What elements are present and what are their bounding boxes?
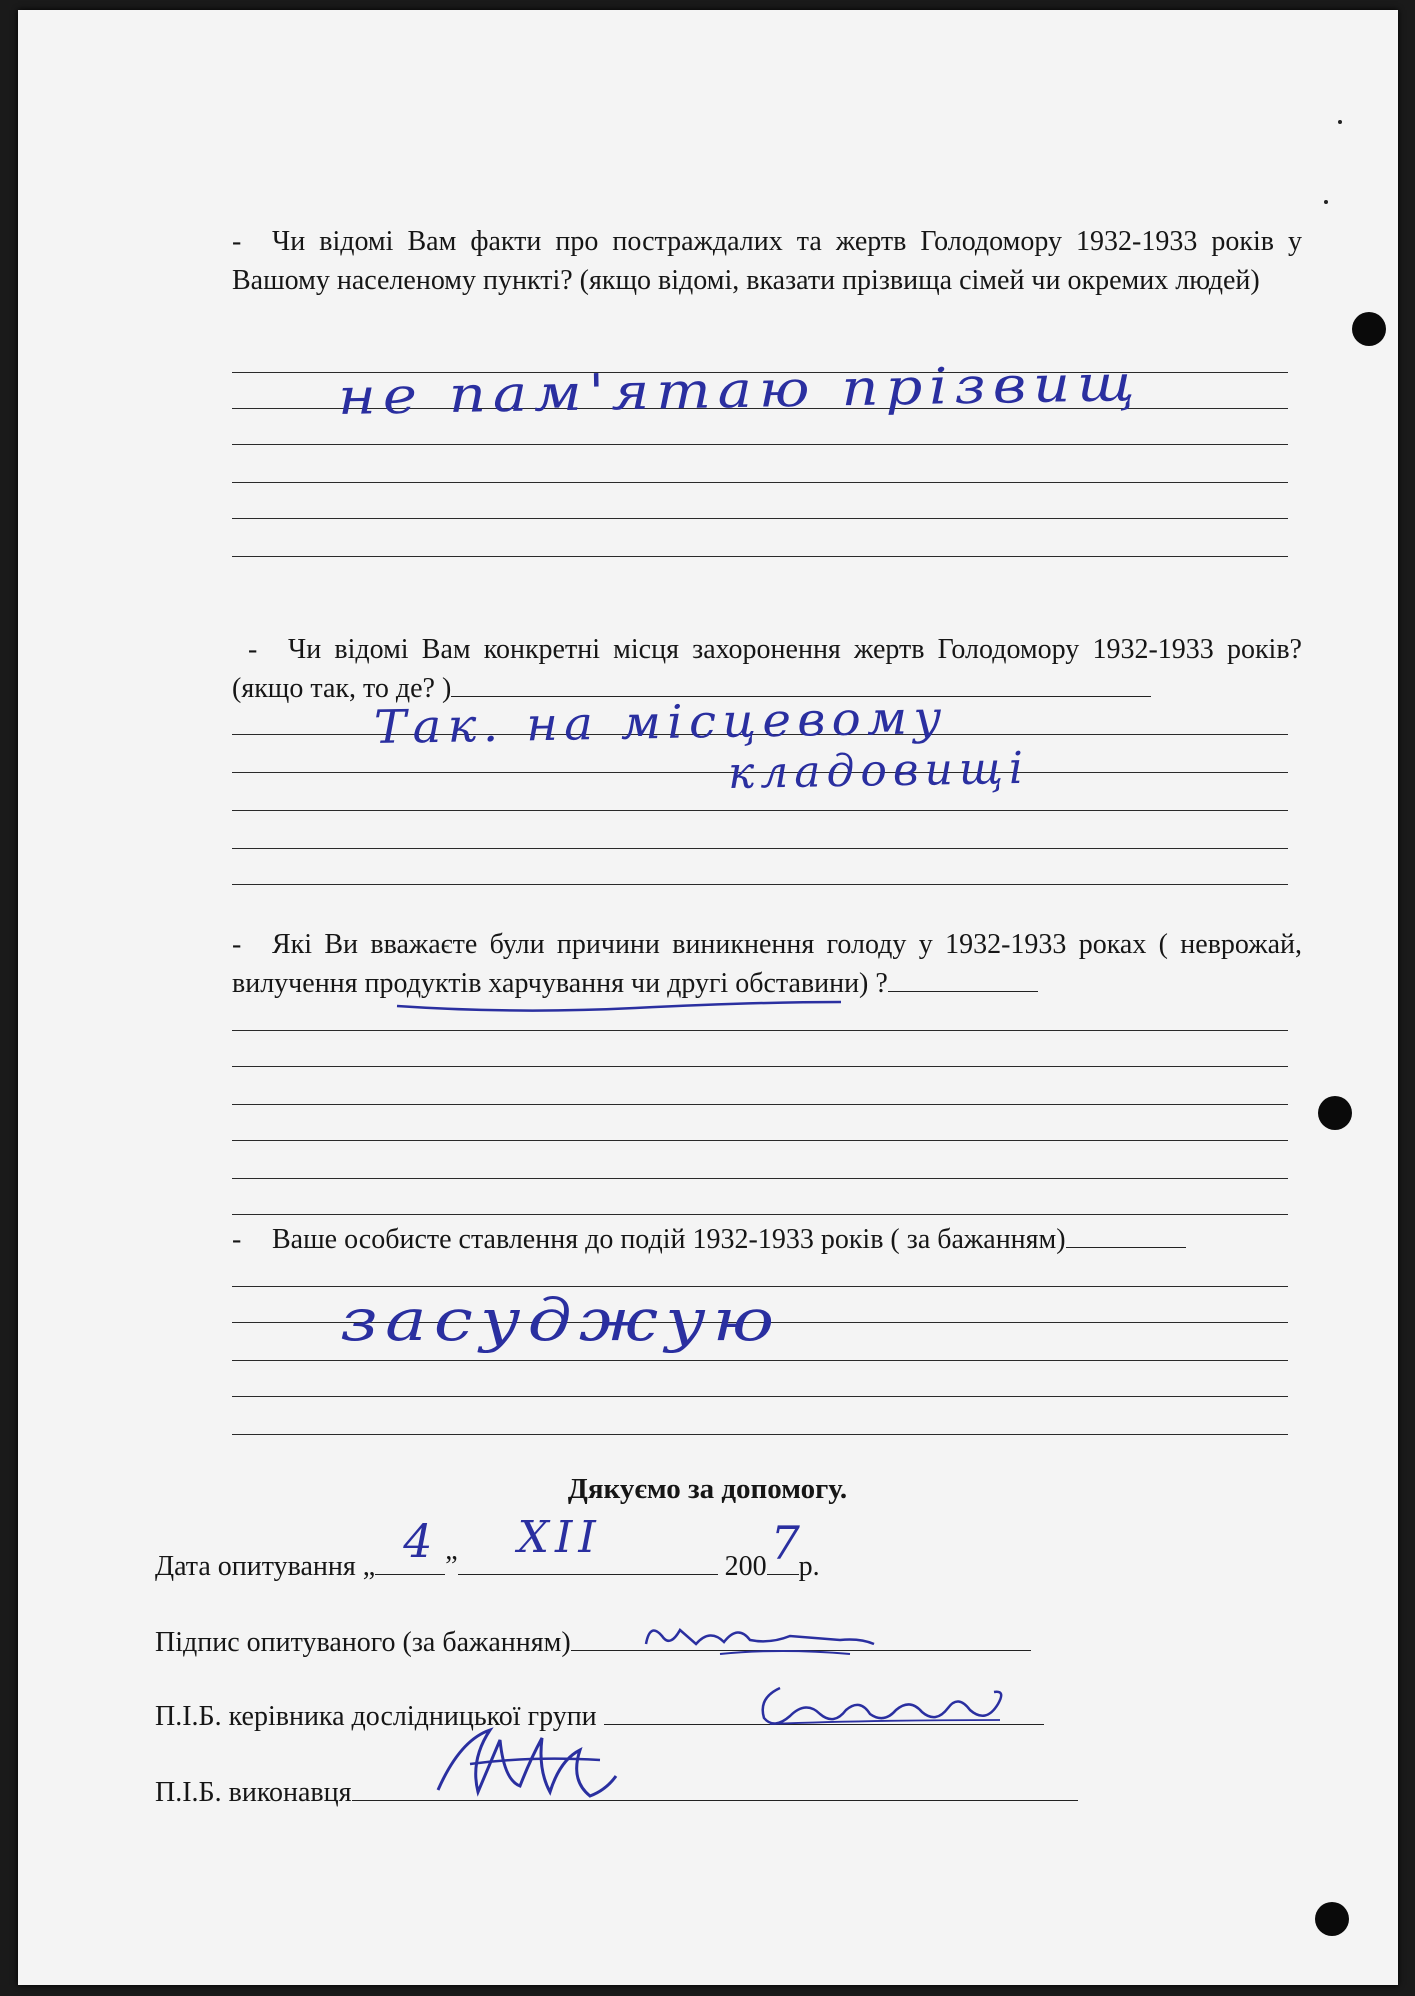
question-1: - Чи відомі Вам факти про постраждалих та жертв Голодомору 1932-1933 років у Вашому населеному пункті? (якщо відомі, вказати прізвища сімей чи окремих людей)	[232, 226, 1302, 296]
handwritten-underline	[395, 994, 845, 1018]
answer-line	[232, 1434, 1288, 1435]
respondent-signature-label: Підпис опитуваного (за бажанням)	[155, 1627, 571, 1658]
fill-line	[888, 965, 1038, 992]
answer-line	[232, 848, 1288, 849]
answer-line	[232, 1360, 1288, 1361]
answer-line	[232, 556, 1288, 557]
punch-hole	[1315, 1902, 1349, 1936]
date-suffix: р.	[798, 1551, 820, 1582]
answer-line	[232, 1030, 1288, 1031]
date-year-field	[767, 1516, 806, 1575]
group-leader-label: П.І.Б. керівника дослідницької групи	[155, 1701, 597, 1732]
executor-label: П.І.Б. виконавця	[155, 1777, 352, 1808]
handwritten-answer-4: засуджую	[340, 1286, 782, 1354]
fill-line	[1066, 1221, 1186, 1248]
handwritten-answer-1: не пам'ятаю прізвищ	[337, 353, 1142, 426]
handwritten-answer-2b: кладовищі	[727, 742, 1030, 799]
date-month-value: XII	[517, 1512, 602, 1563]
answer-line	[232, 884, 1288, 885]
date-year-value: 7	[770, 1516, 806, 1570]
question-3: - Які Ви вважаєте були причини виникнення голоду у 1932-1933 роках ( неврожай, вилучення продуктів харчування чи другі обставини) ?	[232, 929, 1302, 999]
question-2-text: Чи відомі Вам конкретні місця захоронення жертв Голодомору 1932-1933 років? (якщо так, то де? )	[232, 634, 1302, 704]
paper-speck	[1338, 120, 1342, 124]
executor-signature	[430, 1720, 630, 1810]
respondent-signature-row	[155, 1624, 1031, 1659]
date-day-field	[375, 1514, 445, 1575]
date-day-value: 4	[403, 1514, 439, 1568]
paper-speck	[1324, 200, 1328, 204]
date-month-field	[458, 1512, 718, 1575]
answer-line	[232, 1396, 1288, 1397]
answer-line	[232, 444, 1288, 445]
answer-line	[232, 1178, 1288, 1179]
question-3-text: Які Ви вважаєте були причини виникнення голоду у 1932-1933 роках ( неврожай, вилучення продуктів харчування чи другі обставини) ?	[232, 929, 1302, 999]
survey-date-row: Дата опитування „ 4 ” XII 200 7 р.	[155, 1512, 820, 1582]
answer-line	[232, 1066, 1288, 1067]
punch-hole	[1352, 312, 1386, 346]
question-1-text: Чи відомі Вам факти про постраждалих та жертв Голодомору 1932-1933 років у Вашому населеному пункті? (якщо відомі, вказати прізвища сімей чи окремих людей)	[232, 226, 1302, 296]
thanks-heading: Дякуємо за допомогу.	[567, 1473, 848, 1505]
respondent-signature	[640, 1614, 880, 1664]
answer-line	[232, 482, 1288, 483]
handwritten-answer-2a: Так. на місцевому	[373, 689, 949, 754]
answer-line	[232, 1214, 1288, 1215]
answer-line	[232, 1104, 1288, 1105]
answer-line	[232, 518, 1288, 519]
question-2: - Чи відомі Вам конкретні місця захоронення жертв Голодомору 1932-1933 років? (якщо так, то де? )	[232, 634, 1302, 704]
punch-hole	[1318, 1096, 1352, 1130]
date-label: Дата опитування	[155, 1551, 356, 1582]
answer-line	[232, 1140, 1288, 1141]
answer-line	[232, 810, 1288, 811]
question-4-text: Ваше особисте ставлення до подій 1932-1933 років ( за бажанням)	[272, 1224, 1066, 1255]
date-year-prefix: 200	[724, 1551, 767, 1582]
question-4: - Ваше особисте ставлення до подій 1932-1933 років ( за бажанням)	[232, 1220, 1302, 1259]
group-leader-signature	[750, 1680, 1010, 1732]
